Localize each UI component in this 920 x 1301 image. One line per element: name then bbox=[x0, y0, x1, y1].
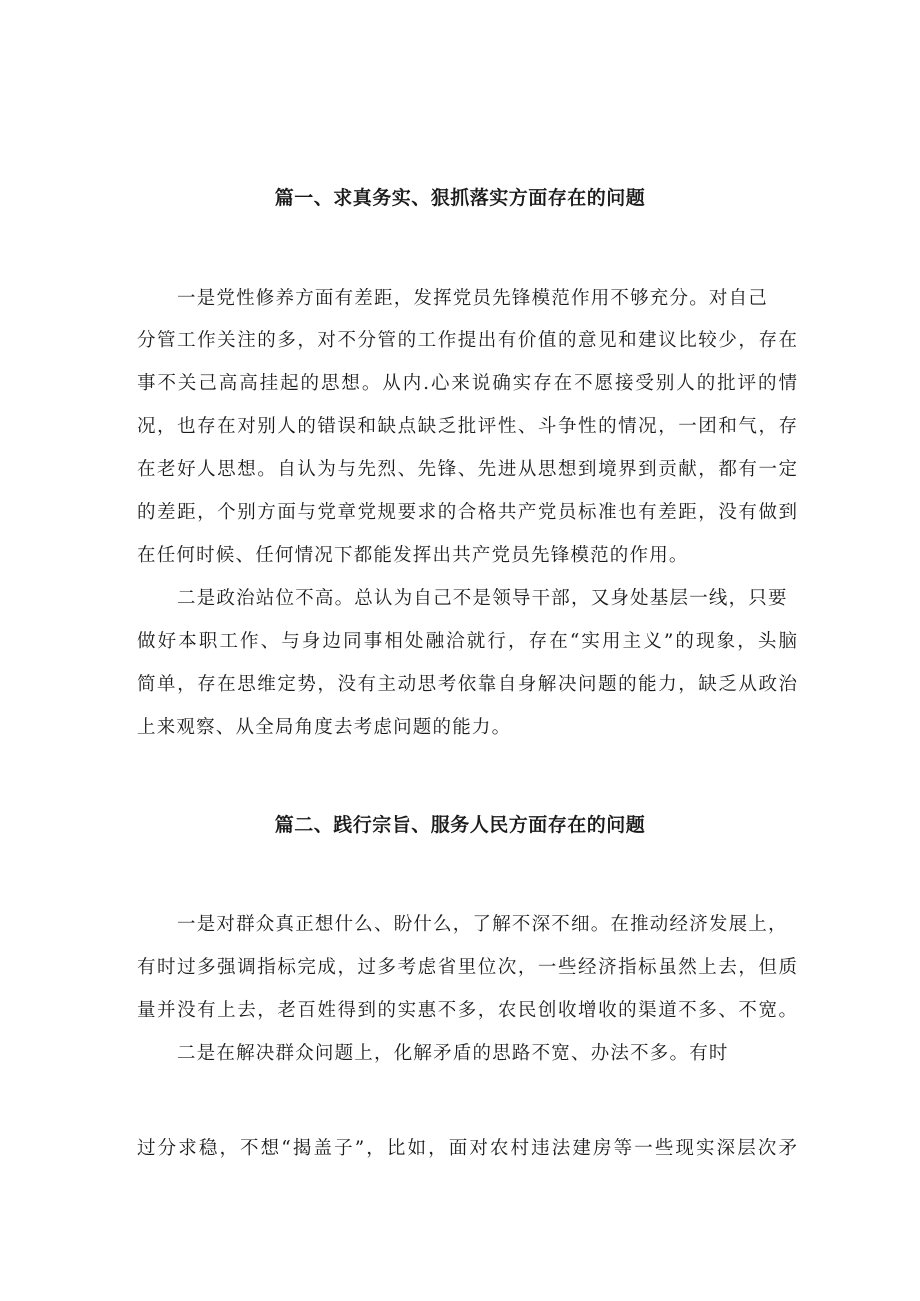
s1-p1-line-2: 分管工作关注的多，对不分管的工作提出有价值的意见和建议比较少，存在 bbox=[137, 330, 797, 351]
s1-p2-line-1: 二是政治站位不高。总认为自己不是领导干部，又身处基层一线，只要 bbox=[177, 588, 788, 609]
s1-p2-line-4: 上来观察、从全局角度去考虑问题的能力。 bbox=[137, 717, 512, 738]
section-1-heading: 篇一、求真务实、狠抓落实方面存在的问题 bbox=[274, 187, 646, 209]
s1-p1-line-3: 事不关己高高挂起的思想。从内.心来说确实存在不愿接受别人的批评的情 bbox=[137, 373, 797, 394]
s1-p1-line-4: 况，也存在对别人的错误和缺点缺乏批评性、斗争性的情况，一团和气，存 bbox=[137, 416, 797, 437]
s2-p2-line-1: 二是在解决群众问题上，化解矛盾的思路不宽、办法不多。有时 bbox=[177, 1043, 729, 1064]
s1-p1-line-6: 的差距，个别方面与党章党规要求的合格共产党员标准也有差距，没有做到 bbox=[137, 502, 797, 523]
s1-p2-line-2: 做好本职工作、与身边同事相处融洽就行，存在“实用主义”的现象，头脑 bbox=[137, 631, 797, 652]
s1-p1-line-1: 一是党性修养方面有差距，发挥党员先锋模范作用不够充分。对自己 bbox=[177, 288, 769, 309]
s2-p2-line-2: 过分求稳，不想“揭盖子”，比如，面对农村违法建房等一些现实深层次矛 bbox=[137, 1138, 797, 1159]
section-2-heading: 篇二、践行宗旨、服务人民方面存在的问题 bbox=[274, 814, 646, 836]
s1-p1-line-5: 在老好人思想。自认为与先烈、先锋、先进从思想到境界到贡献，都有一定 bbox=[137, 459, 797, 480]
s1-p1-line-7: 在任何时候、任何情况下都能发挥出共产党员先锋模范的作用。 bbox=[137, 545, 689, 566]
s2-p1-line-1: 一是对群众真正想什么、盼什么，了解不深不细。在推动经济发展上， bbox=[177, 914, 788, 935]
s2-p1-line-3: 量并没有上去，老百姓得到的实惠不多，农民创收增收的渠道不多、不宽。 bbox=[137, 1000, 797, 1021]
s1-p2-line-3: 简单，存在思维定势，没有主动思考依靠自身解决问题的能力，缺乏从政治 bbox=[137, 674, 797, 695]
s2-p1-line-2: 有时过多强调指标完成，过多考虑省里位次，一些经济指标虽然上去，但质 bbox=[137, 957, 797, 978]
